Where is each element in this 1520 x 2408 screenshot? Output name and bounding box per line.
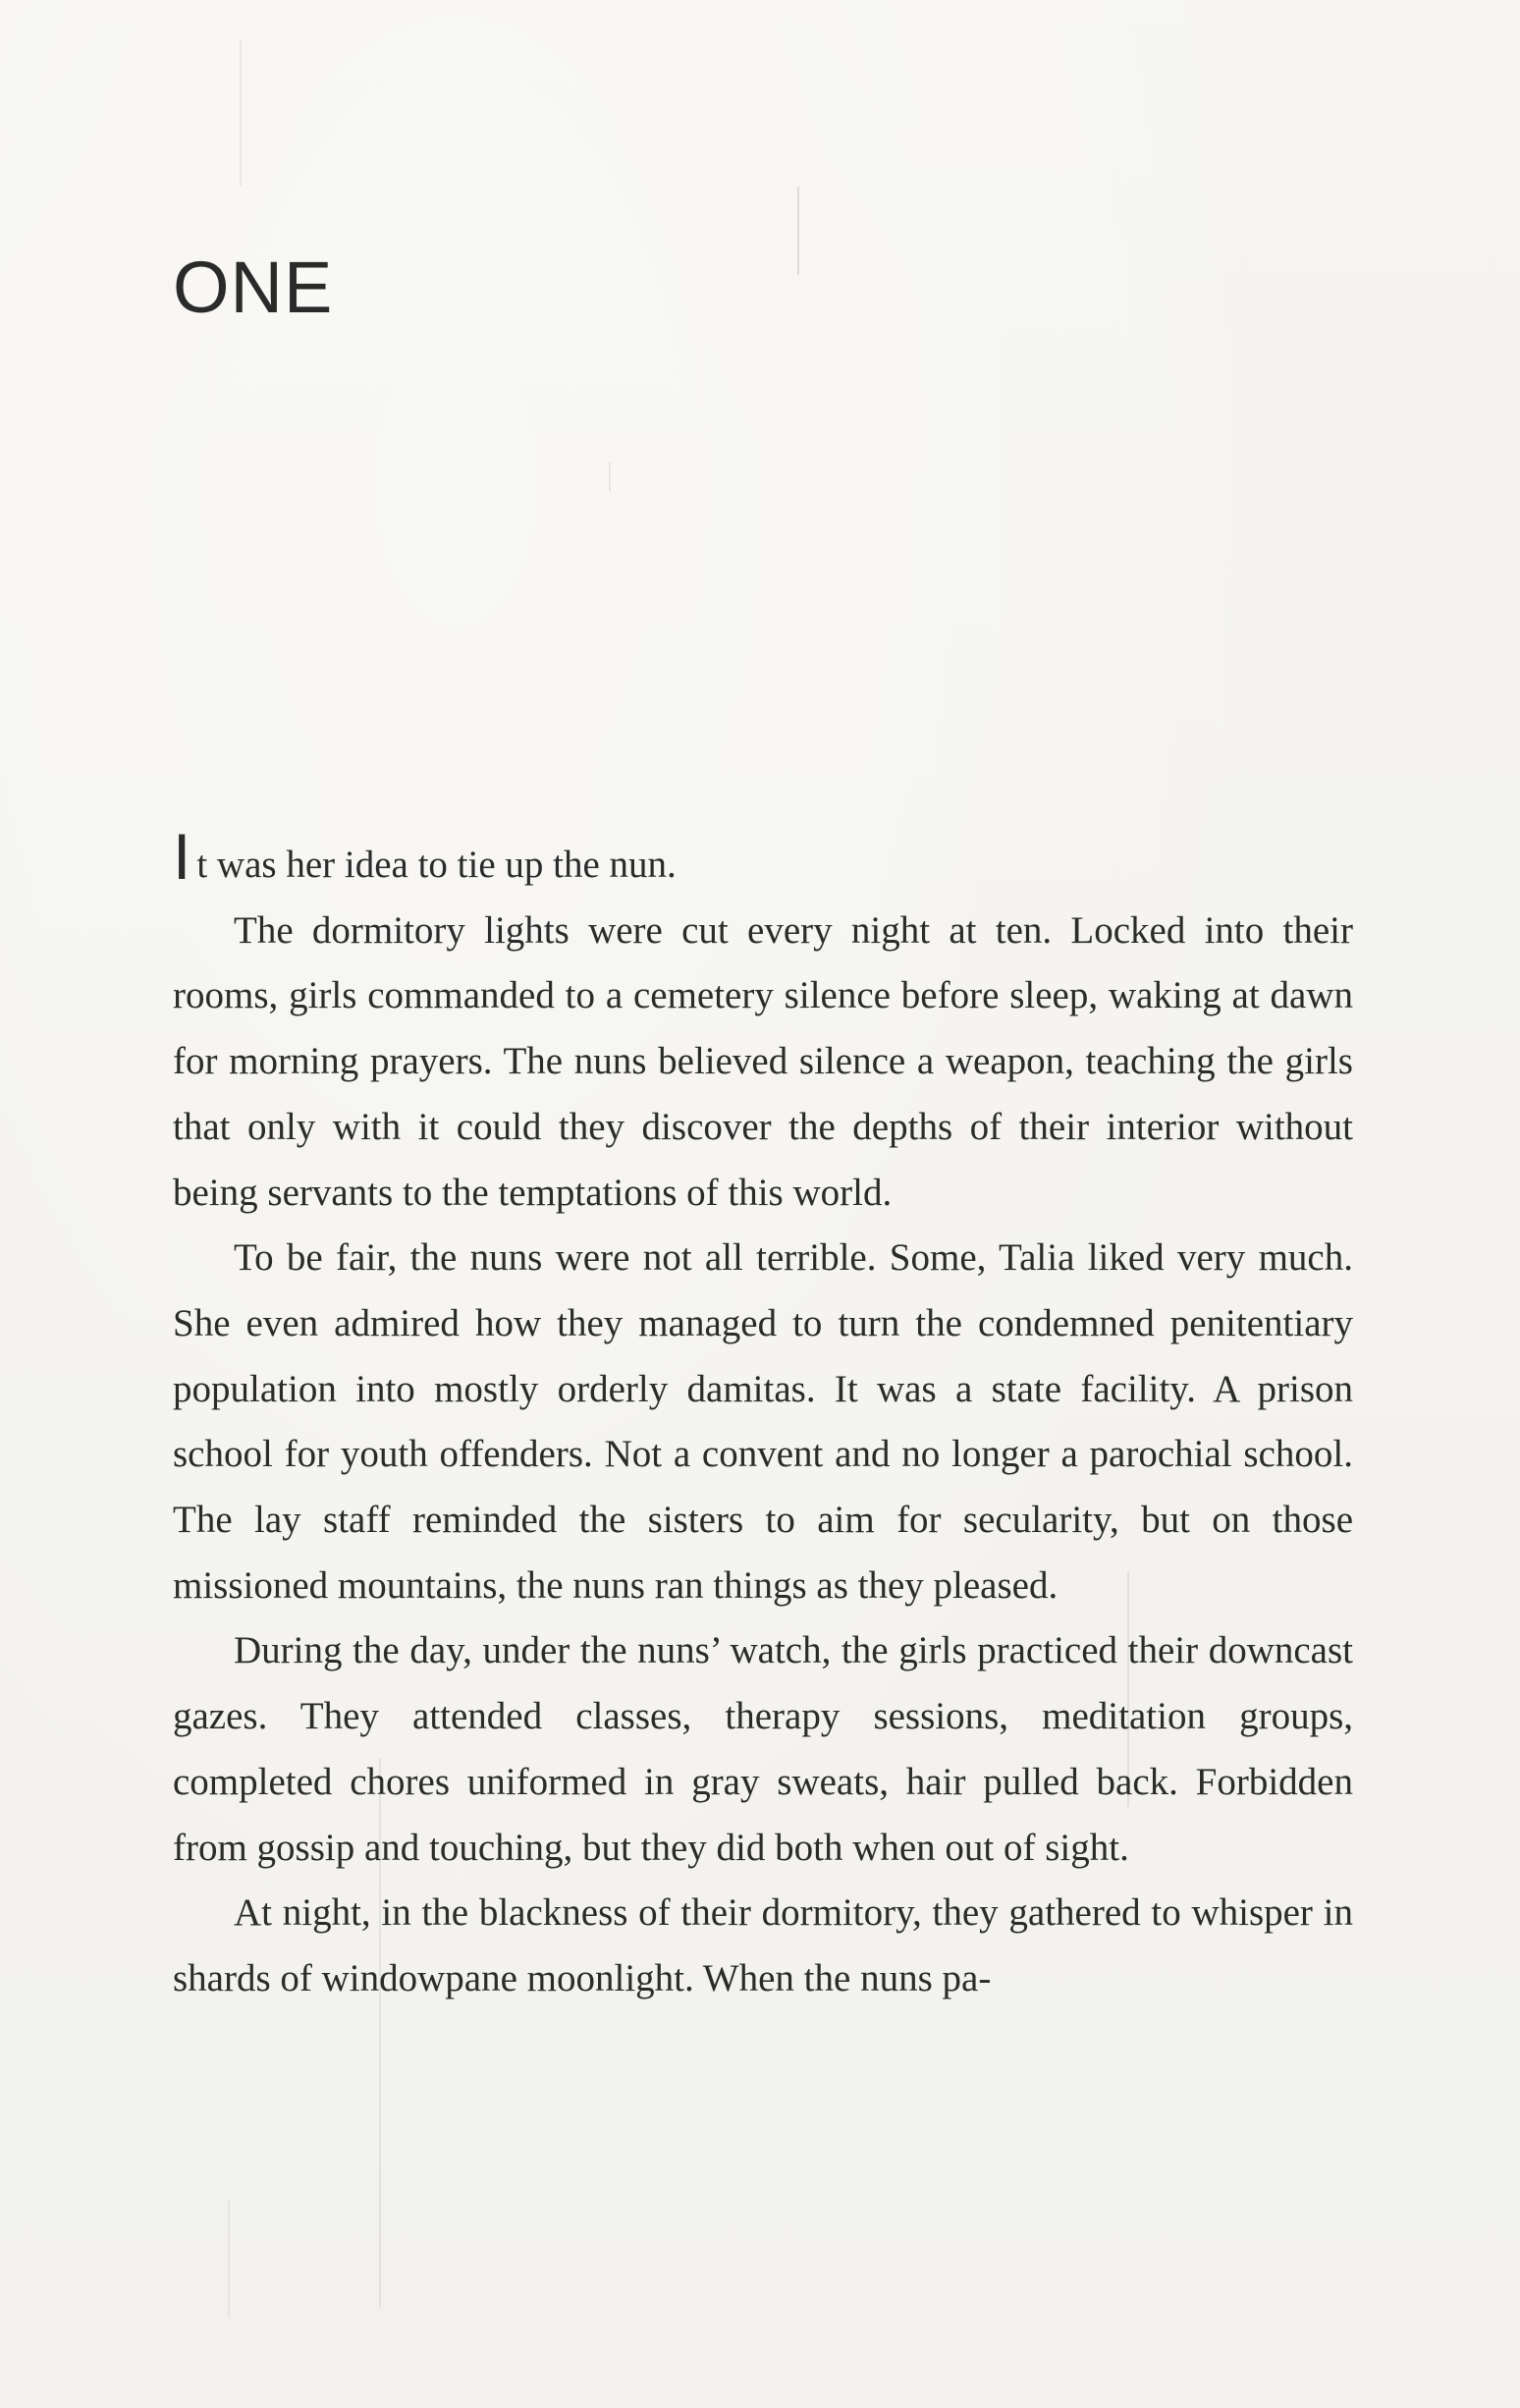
paragraph: The dormitory lights were cut every night at ten. Locked into their rooms, girls commanded to a cemetery silence before sleep, waking at dawn for morning prayers. The nuns believed silence a weapon, teaching the girls that only with it could they discover the depths of their interior without being servants to the temptations of this world. (173, 908, 1353, 1214)
opening-sentence: t was her idea to tie up the nun. (196, 844, 677, 886)
paragraph: At night, in the blackness of their dormitory, they gathered to whisper in shards of windowpane moonlight. When the nuns pa- (173, 1891, 1353, 1999)
opening-paragraph (173, 820, 1353, 899)
scan-mark (797, 187, 799, 275)
scan-mark (609, 462, 611, 491)
chapter-title: ONE (173, 246, 334, 328)
chapter-text (173, 820, 1353, 2012)
paragraph: To be fair, the nuns were not all terrible. Some, Talia liked very much. She even admired how they managed to turn the condemned penitentiary population into mostly orderly damitas. It was a state facility. A prison school for youth offenders. Not a convent and no longer a parochial school. The lay staff reminded the sisters to aim for secularity, but on those missioned mountains, the nuns ran things as they pleased. (173, 1236, 1353, 1607)
paragraph: During the day, under the nuns’ watch, the girls practiced their downcast gazes. They attended classes, therapy sessions, meditation groups, completed chores uniformed in gray sweats, hair pulled back. Forbidden from gossip and touching, but they did both when out of sight. (173, 1629, 1353, 1869)
drop-cap: I (173, 820, 191, 893)
scan-mark (228, 2200, 230, 2318)
scan-mark (240, 39, 242, 187)
